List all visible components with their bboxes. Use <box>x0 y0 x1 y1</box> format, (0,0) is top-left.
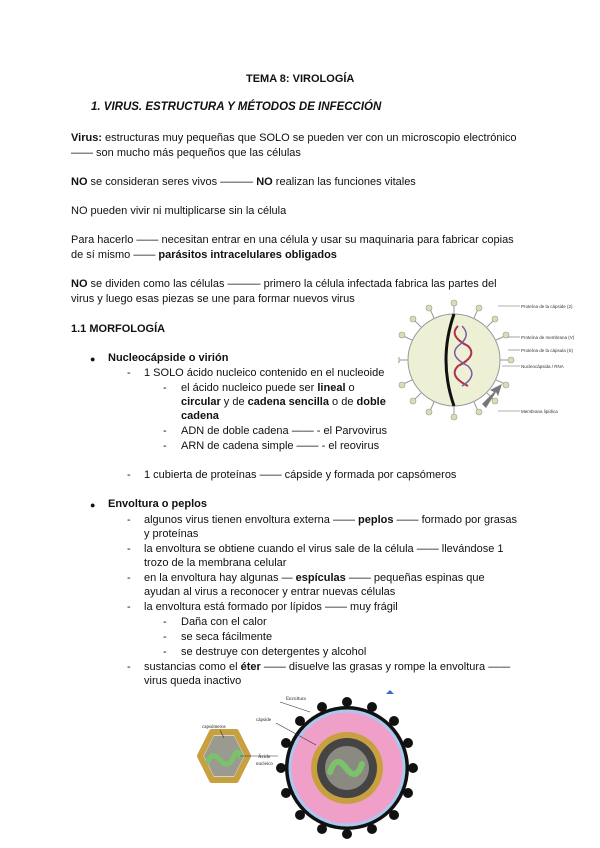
fig1-label: Proteína de la cápsula (S) <box>521 348 574 353</box>
dash: - <box>163 440 167 452</box>
nucleo-item-1: 1 SOLO ácido nucleico contenido en el nucleoide <box>144 367 385 379</box>
dash: - <box>163 631 167 643</box>
dash: - <box>163 646 167 658</box>
enveloped-virus <box>276 690 418 839</box>
bullet-icon: ● <box>90 500 96 510</box>
paragraph-virus-line1: Virus: estructuras muy pequeñas que SOLO se pueden ver con un microscopio electrónico <box>71 132 517 144</box>
nucleo-sub-1-line1: el ácido nucleico puede ser lineal o <box>181 382 355 394</box>
dash: - <box>163 425 167 437</box>
nucleocapside-heading: Nucleocápside o virión <box>108 352 229 364</box>
env-item-2-line2: trozo de la membrana celular <box>144 557 287 569</box>
envoltura-heading: Envoltura o peplos <box>108 498 208 510</box>
section-heading: 1. VIRUS. ESTRUCTURA Y MÉTODOS DE INFECCIÓN <box>91 101 382 113</box>
fig2-label: cápside <box>256 718 271 723</box>
paragraph-hacerlo-line2: de sí mismo —— parásitos intracelulares obligados <box>71 249 337 261</box>
page-title: TEMA 8: VIROLOGÍA <box>246 73 355 85</box>
dash: - <box>127 572 131 584</box>
paragraph-virus-line2: —— son mucho más pequeños que las células <box>71 147 301 159</box>
virus-structure-figure <box>398 296 593 426</box>
nucleo-sub-1-line2: circular y de cadena sencilla o de doble <box>181 396 386 408</box>
dash: - <box>127 601 131 613</box>
fig1-label: Nucleocápsida / RNA <box>521 364 564 369</box>
env-item-3-line2: ayudan al virus a reconocer y entrar nuevas células <box>144 586 396 598</box>
virus-label: Virus: <box>71 132 102 144</box>
fig1-label: Proteína de membrana (V) <box>521 335 575 340</box>
nucleo-sub-1-line3: cadena <box>181 410 219 422</box>
fig1-label: Proteína de la cápside (2) <box>521 304 573 309</box>
env-sub-3: se destruye con detergentes y alcohol <box>181 646 367 658</box>
paragraph-no-vivos: NO se consideran seres vivos ——— NO realizan las funciones vitales <box>71 176 416 188</box>
env-sub-1: Daña con el calor <box>181 616 267 628</box>
fig2-label: nucleico <box>256 762 273 767</box>
paragraph-dividen-line2: virus y luego esas piezas se une para formar nuevos virus <box>71 293 355 305</box>
env-item-5-line1: sustancias como el éter —— disuelve las grasas y rompe la envoltura —— <box>144 661 511 673</box>
subsection-heading: 1.1 MORFOLOGÍA <box>71 323 166 335</box>
env-item-2-line1: la envoltura se obtiene cuando el virus sale de la célula —— llevándose 1 <box>144 543 504 555</box>
nucleo-item-2: 1 cubierta de proteínas —— cápside y formada por capsómeros <box>144 469 457 481</box>
fig1-label: Membrana lipídica <box>521 409 558 414</box>
dash: - <box>163 382 167 394</box>
dash: - <box>127 661 131 673</box>
fig2-label: Envoltura <box>286 697 306 702</box>
paragraph-hacerlo-line1: Para hacerlo —— necesitan entrar en una célula y usar su maquinaria para fabricar copias <box>71 234 514 246</box>
env-item-3-line1: en la envoltura hay algunas — espículas —— pequeñas espinas que <box>144 572 485 584</box>
enveloped-virus-figure <box>190 690 420 848</box>
bullet-icon: ● <box>90 354 96 364</box>
paragraph-no-vivir: NO pueden vivir ni multiplicarse sin la célula <box>71 205 287 217</box>
dash: - <box>127 367 131 379</box>
env-item-5-line2: virus queda inactivo <box>144 675 242 687</box>
dash: - <box>127 469 131 481</box>
nucleo-sub-3: ARN de cadena simple —— - el reovirus <box>181 440 380 452</box>
env-sub-2: se seca fácilmente <box>181 631 273 643</box>
dash: - <box>127 543 131 555</box>
paragraph-dividen-line1: NO se dividen como las células ——— primero la célula infectada fabrica las partes del <box>71 278 497 290</box>
env-item-4: la envoltura está formado por lípidos —— muy frágil <box>144 601 398 613</box>
env-item-1-line1: algunos virus tienen envoltura externa —— peplos —— formado por grasas <box>144 514 517 526</box>
nucleo-sub-2: ADN de doble cadena —— - el Parvovirus <box>181 425 388 437</box>
fig2-label: Ácido <box>258 755 271 760</box>
fig2-label: capsómeros <box>202 725 226 730</box>
env-item-1-line2: y proteínas <box>144 528 199 540</box>
virus-body <box>398 300 514 420</box>
dash: - <box>163 616 167 628</box>
dash: - <box>127 514 131 526</box>
